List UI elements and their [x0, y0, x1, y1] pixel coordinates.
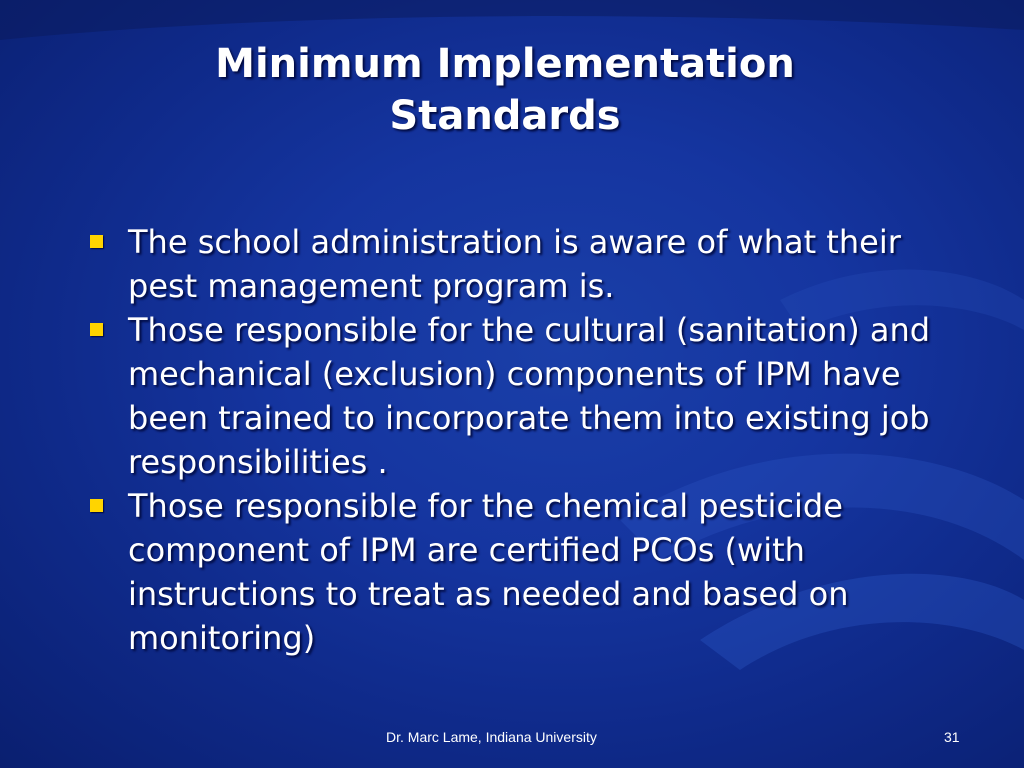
bullet-text: Those responsible for the chemical pesticide component of IPM are certified PCOs (with instructions to treat as needed and based on monitoring)	[128, 487, 849, 657]
bullet-item	[88, 308, 948, 484]
bullet-text: The school administration is aware of what their pest management program is.	[128, 223, 901, 305]
slide-title	[0, 38, 1010, 142]
slide-footer	[0, 729, 1024, 749]
bullet-item	[88, 220, 948, 308]
footer-credit: Dr. Marc Lame, Indiana University	[386, 729, 597, 745]
square-bullet-icon	[90, 323, 103, 336]
square-bullet-icon	[90, 235, 103, 248]
title-line-2: Standards	[389, 93, 621, 139]
page-number: 31	[944, 729, 960, 745]
bullet-item	[88, 484, 948, 660]
bullet-list	[88, 220, 948, 660]
bullet-text: Those responsible for the cultural (sanitation) and mechanical (exclusion) components of IPM have been trained to incorporate them into existing job responsibilities .	[128, 311, 931, 481]
square-bullet-icon	[90, 499, 103, 512]
title-line-1: Minimum Implementation	[215, 41, 795, 87]
